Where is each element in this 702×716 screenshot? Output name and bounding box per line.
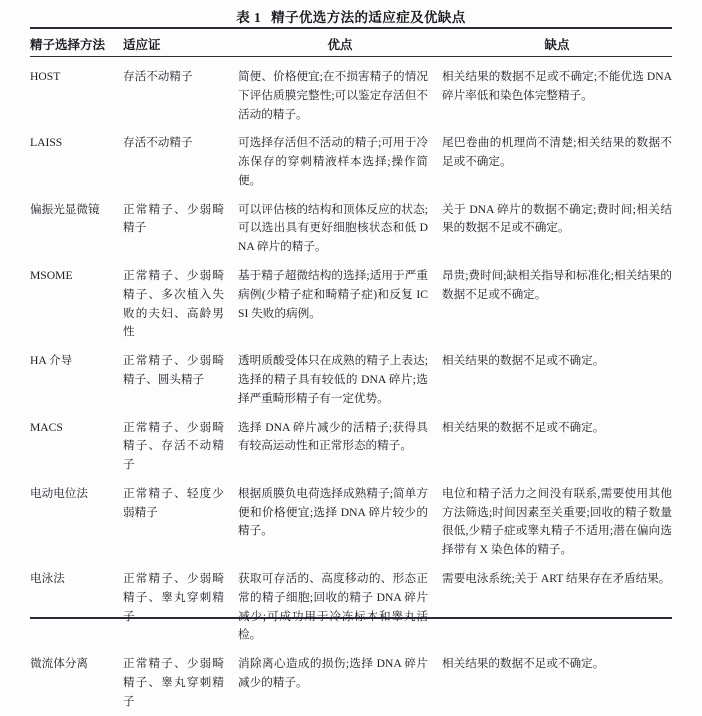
column-header-pros: 优点 <box>327 38 353 52</box>
cell-indication: 存活不动精子 <box>123 70 193 83</box>
cell-cons: 尾巴卷曲的机理尚不清楚;相关结果的数据不足或不确定。 <box>442 136 672 169</box>
sperm-selection-table <box>30 30 672 716</box>
cell-cons: 相关结果的数据不足或不确定。 <box>442 657 605 671</box>
cell-indication: 正常精子、少弱畸精子、多次植入失败的夫妇、高龄男性 <box>123 269 224 339</box>
cell-method: LAISS <box>30 136 63 150</box>
cell-cons: 电位和精子活力之间没有联系,需要使用其他方法筛选;时间因素至关重要;回收的精子数量很低,少精子症或睾丸精子不适用;潜在偏向选择带有 X 染色体的精子。 <box>442 486 672 557</box>
cell-indication: 正常精子、少弱畸精子、存活不动精子 <box>123 420 224 472</box>
cell-method: 微流体分离 <box>30 657 88 671</box>
table-caption-text: 精子优选方法的适应症及优缺点 <box>271 10 466 25</box>
cell-indication: 正常精子、少弱畸精子、睾丸穿刺精子 <box>123 657 224 708</box>
table-row <box>30 480 672 565</box>
cell-pros: 可以评估核的结构和顶体反应的状态;可以选出具有更好细胞核状态和低 DNA 碎片的精子。 <box>238 202 428 254</box>
cell-pros: 获取可存活的、高度移动的、形态正常的精子细胞;回收的精子 DNA 碎片减少;可成功用于冷冻标本和睾丸活检。 <box>238 571 428 642</box>
cell-pros: 根据质膜负电荷选择成熟精子;简单方便和价格便宜;选择 DNA 碎片较少的精子。 <box>238 486 428 538</box>
table-row <box>30 60 672 129</box>
cell-cons: 相关结果的数据不足或不确定。 <box>442 420 605 434</box>
cell-pros: 基于精子超微结构的选择;适用于严重病例(少精子症和畸精子症)和反复 ICSI 失败的病例。 <box>238 269 428 320</box>
cell-cons: 关于 DNA 碎片的数据不确定;费时间;相关结果的数据不足或不确定。 <box>442 202 672 235</box>
table-row <box>30 650 672 716</box>
cell-pros: 可选择存活但不活动的精子;可用于冷冻保存的穿刺精液样本选择;操作简便。 <box>238 136 428 187</box>
cell-cons: 相关结果的数据不足或不确定;不能优选 DNA 碎片率低和染色体完整精子。 <box>442 70 672 102</box>
cell-method: HA 介导 <box>30 354 73 368</box>
table-row <box>30 196 672 262</box>
cell-cons: 昂贵;费时间;缺相关指导和标准化;相关结果的数据不足或不确定。 <box>442 269 672 301</box>
cell-indication: 正常精子、轻度少弱精子 <box>123 486 224 519</box>
table-body <box>30 60 672 716</box>
table-header-row <box>30 30 672 60</box>
column-header-indication: 适应证 <box>123 38 161 52</box>
cell-indication: 正常精子、少弱畸精子 <box>123 202 224 235</box>
cell-pros: 简便、价格便宜;在不损害精子的情况下评估质膜完整性;可以鉴定存活但不活动的精子。 <box>238 70 428 121</box>
table-caption <box>0 6 702 26</box>
cell-method: MSOME <box>30 269 73 283</box>
cell-pros: 消除离心造成的损伤;选择 DNA 碎片减少的精子。 <box>238 657 428 689</box>
table-row <box>30 129 672 195</box>
cell-indication: 正常精子、少弱畸精子、睾丸穿刺精子 <box>123 571 224 623</box>
table-top-rule <box>30 27 672 29</box>
table-row <box>30 565 672 650</box>
cell-cons: 相关结果的数据不足或不确定。 <box>442 354 605 368</box>
table-row <box>30 414 672 480</box>
cell-cons: 需要电泳系统;关于 ART 结果存在矛盾结果。 <box>442 571 671 585</box>
cell-method: MACS <box>30 420 63 434</box>
cell-indication: 存活不动精子 <box>123 136 193 150</box>
column-header-method: 精子选择方法 <box>30 38 106 52</box>
table-row <box>30 262 672 347</box>
cell-indication: 正常精子、少弱畸精子、圆头精子 <box>123 354 224 386</box>
cell-method: 偏振光显微镜 <box>30 202 100 216</box>
cell-pros: 透明质酸受体只在成熟的精子上表达;选择的精子具有较低的 DNA 碎片;选择严重畸形精子有一定优势。 <box>238 354 428 405</box>
cell-method: HOST <box>30 70 61 83</box>
cell-pros: 选择 DNA 碎片减少的活精子;获得具有较高运动性和正常形态的精子。 <box>238 420 428 453</box>
table-caption-number: 表 1 <box>236 10 262 25</box>
cell-method: 电动电位法 <box>30 486 88 500</box>
table-row <box>30 347 672 413</box>
cell-method: 电泳法 <box>30 571 65 585</box>
column-header-cons: 缺点 <box>544 38 570 52</box>
